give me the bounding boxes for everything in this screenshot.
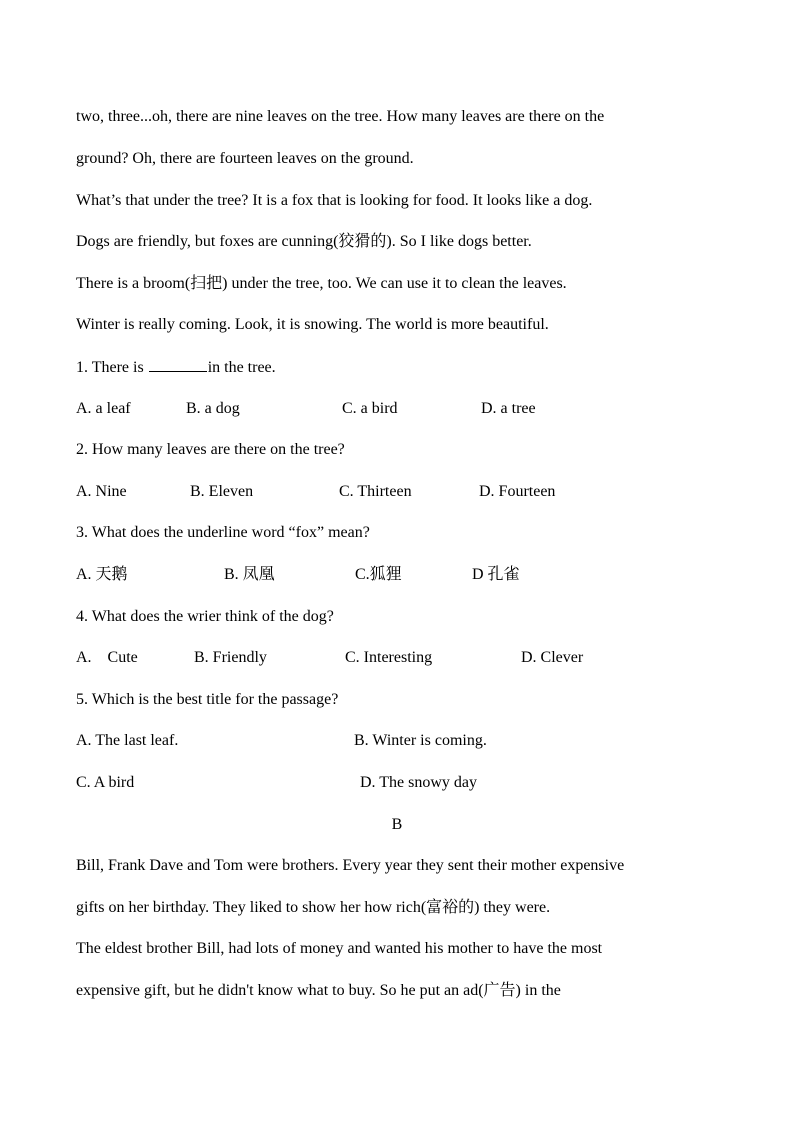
passage-b-line-3: The eldest brother Bill, had lots of money and wanted his mother to have the most — [76, 940, 603, 957]
question-2-stem: 2. How many leaves are there on the tree? — [76, 441, 345, 458]
question-1-option-a: A. a leaf — [76, 400, 131, 417]
passage-b-line-4: expensive gift, but he didn't know what to buy. So he put an ad(广告) in the — [76, 982, 561, 999]
passage-b-line-1: Bill, Frank Dave and Tom were brothers. Every year they sent their mother expensive — [76, 857, 625, 874]
question-5-option-a: A. The last leaf. — [76, 732, 179, 749]
section-b-heading: B — [391, 816, 403, 833]
question-2-option-c: C. Thirteen — [339, 483, 412, 500]
question-4-option-a: A. Cute — [76, 649, 138, 666]
question-1-option-c: C. a bird — [342, 400, 398, 417]
question-2-option-b: B. Eleven — [190, 483, 254, 500]
answer-blank — [149, 357, 207, 372]
passage-a-line-4: Dogs are friendly, but foxes are cunning(狡猾的). So I like dogs better. — [76, 233, 532, 250]
question-1-stem — [76, 357, 276, 377]
question-3-option-d: D 孔雀 — [472, 566, 520, 583]
question-5-option-b: B. Winter is coming. — [354, 732, 487, 749]
passage-a-line-6: Winter is really coming. Look, it is snowing. The world is more beautiful. — [76, 316, 549, 333]
question-4-option-c: C. Interesting — [345, 649, 433, 666]
question-3-option-a: A. 天鹅 — [76, 566, 128, 583]
question-4-option-d: D. Clever — [521, 649, 584, 666]
question-1-option-d: D. a tree — [481, 400, 536, 417]
question-1-stem-before: 1. There is — [76, 359, 148, 376]
passage-a-line-5: There is a broom(扫把) under the tree, too. We can use it to clean the leaves. — [76, 275, 567, 292]
question-3-option-c: C.狐狸 — [355, 566, 402, 583]
question-4-stem: 4. What does the wrier think of the dog? — [76, 608, 334, 625]
question-2-option-a: A. Nine — [76, 483, 127, 500]
question-1-option-b: B. a dog — [186, 400, 240, 417]
question-5-option-d: D. The snowy day — [360, 774, 478, 791]
question-4-option-b: B. Friendly — [194, 649, 267, 666]
question-1-stem-after: in the tree. — [207, 359, 276, 376]
question-5-option-c: C. A bird — [76, 774, 135, 791]
question-3-stem: 3. What does the underline word “fox” mean? — [76, 524, 370, 541]
passage-b-line-2: gifts on her birthday. They liked to show her how rich(富裕的) they were. — [76, 899, 551, 916]
passage-a-line-2: ground? Oh, there are fourteen leaves on the ground. — [76, 150, 414, 167]
passage-a-line-3: What’s that under the tree? It is a fox that is looking for food. It looks like a dog. — [76, 192, 593, 209]
passage-a-line-1: two, three...oh, there are nine leaves on the tree. How many leaves are there on the — [76, 108, 605, 125]
question-3-option-b: B. 凤凰 — [224, 566, 275, 583]
question-2-option-d: D. Fourteen — [479, 483, 556, 500]
question-5-stem: 5. Which is the best title for the passage? — [76, 691, 339, 708]
